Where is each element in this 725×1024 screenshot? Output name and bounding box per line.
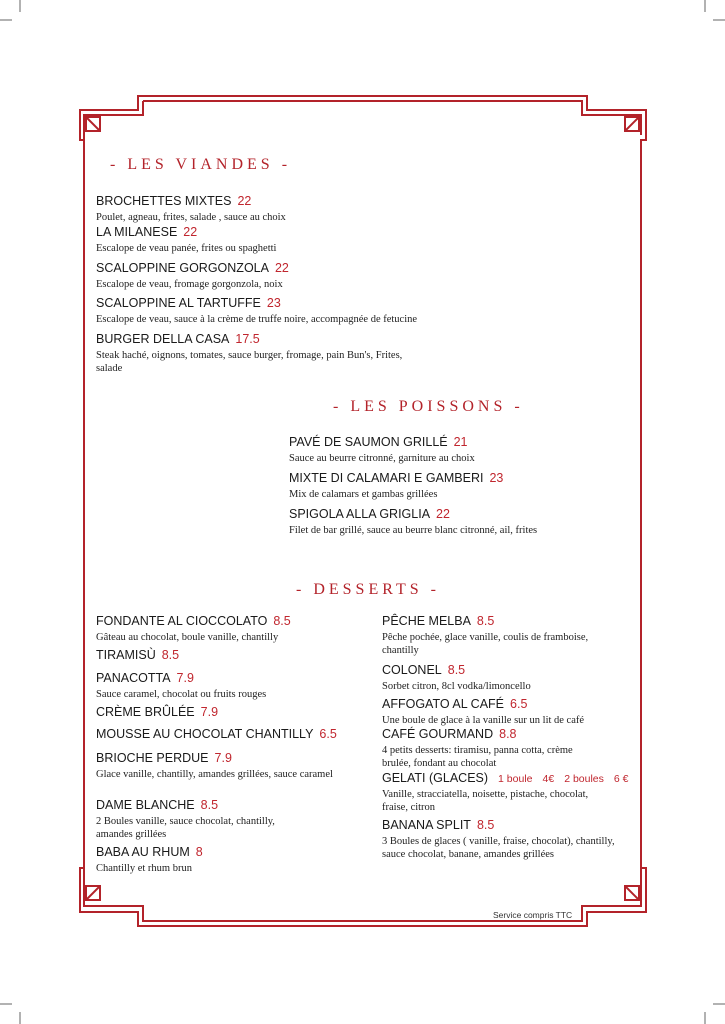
gelati-prices: 1 boule 4€ 2 boules 6 €	[498, 773, 629, 785]
footer-note: Service compris TTC	[493, 910, 573, 920]
menu-item: CAFÉ GOURMAND 8.8 4 petits desserts: tiramisu, panna cotta, crème brulée, fondant au chocolat	[382, 727, 573, 769]
menu-item: TIRAMISÙ 8.5	[96, 648, 180, 662]
menu-item: LA MILANESE 22 Escalope de veau panée, frites ou spaghetti	[96, 225, 277, 254]
menu-item: FONDANTE AL CIOCCOLATO 8.5 Gâteau au chocolat, boule vanille, chantilly	[96, 614, 291, 643]
menu-item: SCALOPPINE AL TARTUFFE 23 Escalope de veau, sauce à la crème de truffe noire, accompagnée de fetucine	[96, 296, 418, 325]
menu-item: SCALOPPINE GORGONZOLA 22 Escalope de veau, fromage gorgonzola, noix	[96, 261, 289, 290]
menu-item: PANACOTTA 7.9 Sauce caramel, chocolat ou fruits rouges	[96, 671, 267, 700]
menu-item: BRIOCHE PERDUE 7.9 Glace vanille, chantilly, amandes grillées, sauce caramel	[96, 751, 333, 780]
menu-item: SPIGOLA ALLA GRIGLIA 22 Filet de bar grillé, sauce au beurre blanc citronné, ail, frites	[289, 507, 538, 536]
menu-item: PAVÉ DE SAUMON GRILLÉ 21 Sauce au beurre citronné, garniture au choix	[289, 435, 475, 464]
section-title-viandes: - LES VIANDES -	[110, 156, 292, 173]
menu-item: BANANA SPLIT 8.5 3 Boules de glaces ( vanille, fraise, chocolat), chantilly, sauce chocolat, banane, amandes grillées	[382, 818, 615, 860]
menu-item: GELATI (GLACES) 1 boule 4€ 2 boules 6 € Vanille, stracciatella, noisette, pistache, chocolat, fraise, citron	[382, 769, 632, 814]
section-title-desserts: - DESSERTS -	[296, 581, 440, 598]
menu-item: CRÈME BRÛLÉE 7.9	[96, 705, 219, 719]
menu-item: PÊCHE MELBA 8.5 Pêche pochée, glace vanille, coulis de framboise, chantilly	[382, 614, 589, 656]
menu-item: BABA AU RHUM 8 Chantilly et rhum brun	[96, 845, 203, 874]
section-title-poissons: - LES POISSONS -	[333, 398, 524, 415]
menu-item: AFFOGATO AL CAFÉ 6.5 Une boule de glace à la vanille sur un lit de café	[382, 697, 585, 726]
menu-item: MOUSSE AU CHOCOLAT CHANTILLY 6.5	[96, 727, 337, 741]
menu-item: BROCHETTES MIXTES 22 Poulet, agneau, frites, salade , sauce au choix	[96, 194, 286, 223]
menu-item: MIXTE DI CALAMARI E GAMBERI 23 Mix de calamars et gambas grillées	[289, 471, 504, 500]
menu-item: COLONEL 8.5 Sorbet citron, 8cl vodka/limoncello	[382, 663, 531, 692]
menu-item: BURGER DELLA CASA 17.5 Steak haché, oignons, tomates, sauce burger, fromage, pain Bun's, Frites, salade	[96, 332, 403, 374]
menu-item: DAME BLANCHE 8.5 2 Boules vanille, sauce chocolat, chantilly, amandes grillées	[96, 798, 275, 840]
